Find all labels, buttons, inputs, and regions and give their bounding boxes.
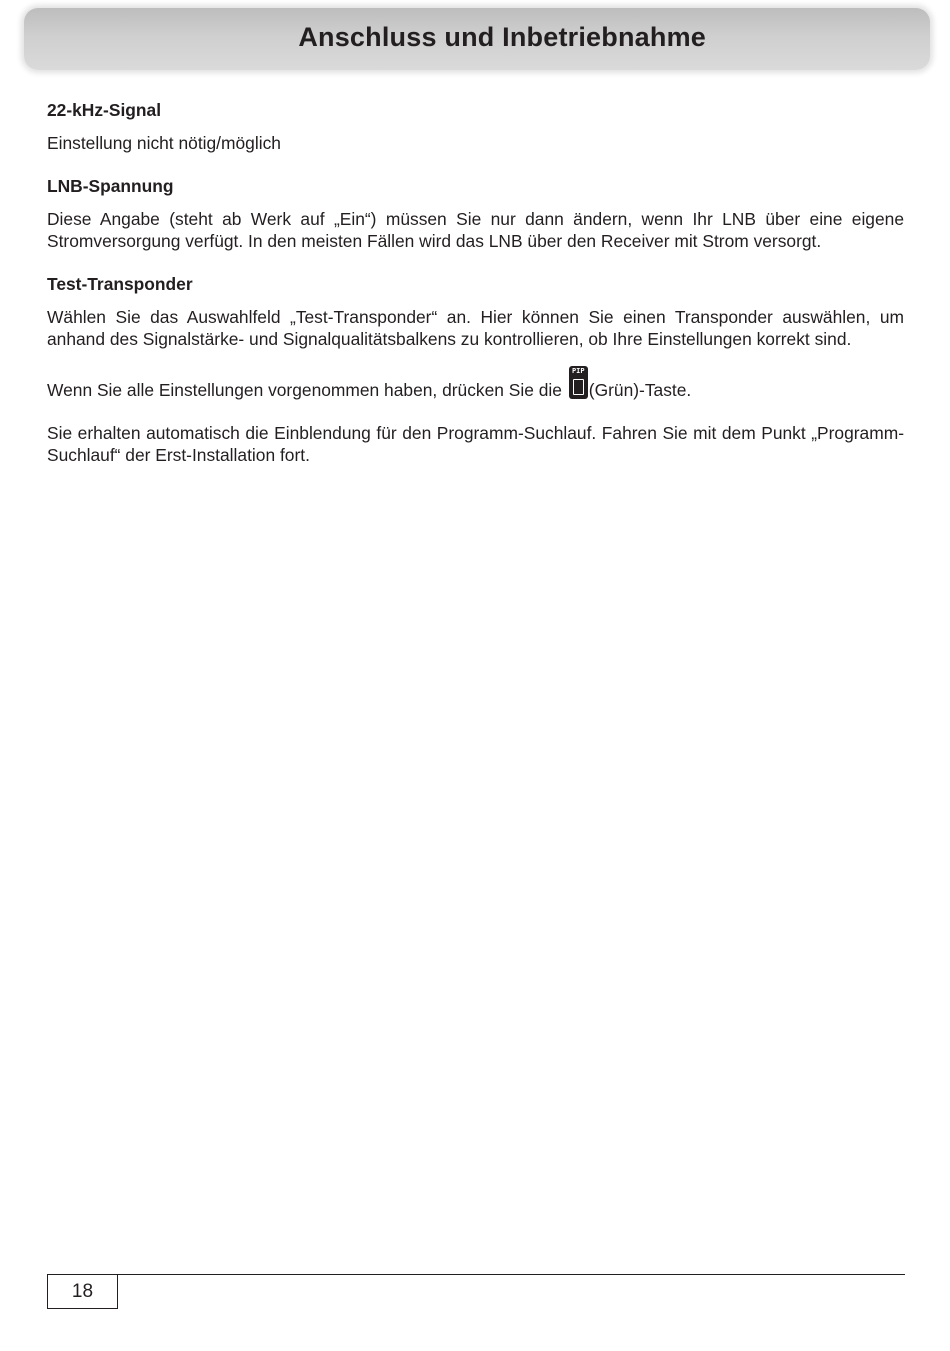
pip-key-icon xyxy=(569,366,588,399)
closing-text: Sie erhalten automatisch die Einblendung für den Programm-Suchlauf. Fahren Sie mit dem Punkt „Programm-Suchlauf“ der Erst-Installation fort. xyxy=(47,423,904,465)
footer-divider xyxy=(47,1274,905,1275)
page-title: Anschluss und Inbetriebnahme xyxy=(298,22,706,52)
section-heading-lnb-voltage: LNB-Spannung xyxy=(47,176,174,196)
section-heading-22khz: 22-kHz-Signal xyxy=(47,100,162,120)
section-text-test-transponder: Wählen Sie das Auswahlfeld „Test-Transponder“ an. Hier können Sie einen Transponder auswählen, um anhand des Signalstärke- und Signalqualitätsbalkens zu kontrollieren, ob Ihre Einstellungen korrekt sind. xyxy=(47,307,904,349)
page-number: 18 xyxy=(47,1275,118,1309)
section-text-lnb-voltage: Diese Angabe (steht ab Werk auf „Ein“) müssen Sie nur dann ändern, wenn Ihr LNB über eine eigene Stromversorgung verfügt. In den meisten Fällen wird das LNB über den Receiver mit Strom versorgt. xyxy=(47,209,904,251)
pip-window-icon xyxy=(573,379,584,395)
page-content xyxy=(47,99,904,466)
pip-key-label: PIP xyxy=(571,367,585,375)
finish-text-before: Wenn Sie alle Einstellungen vorgenommen haben, drücken Sie die xyxy=(47,380,567,400)
finish-instruction xyxy=(47,366,904,401)
section-heading-test-transponder: Test-Transponder xyxy=(47,274,193,294)
finish-text-after: (Grün)-Taste. xyxy=(588,380,692,400)
section-text-22khz: Einstellung nicht nötig/möglich xyxy=(47,133,281,153)
